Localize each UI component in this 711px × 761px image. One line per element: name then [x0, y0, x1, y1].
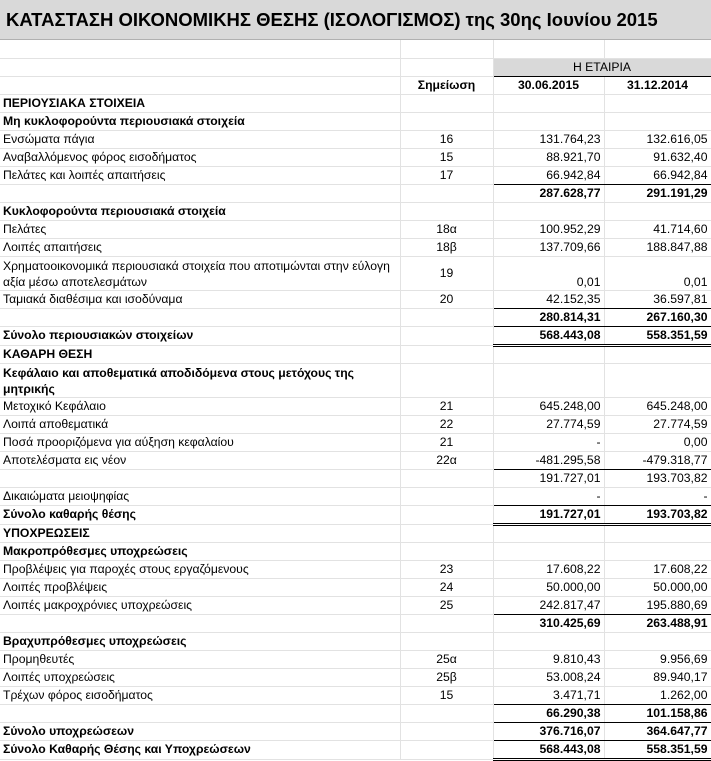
table-row [0, 524, 711, 542]
table-row [0, 112, 711, 130]
row-value-2015: 131.764,23 [493, 130, 604, 148]
table-row [0, 130, 711, 148]
row-note: 18β [400, 238, 493, 256]
row-label: Λοιπές απαιτήσεις [0, 238, 400, 256]
row-value-2014 [604, 112, 711, 130]
row-value-2014 [604, 363, 711, 397]
row-value-2014: 0,01 [604, 256, 711, 290]
row-value-2015 [493, 345, 604, 363]
row-value-2015: 287.628,77 [493, 184, 604, 202]
table-row [0, 326, 711, 345]
row-value-2015 [493, 524, 604, 542]
row-note: 25β [400, 668, 493, 686]
row-value-2014 [604, 542, 711, 560]
row-note [400, 94, 493, 112]
row-note: 18α [400, 220, 493, 238]
row-label: ΠΕΡΙΟΥΣΙΑΚΑ ΣΤΟΙΧΕΙΑ [0, 94, 400, 112]
row-label: Ενσώματα πάγια [0, 130, 400, 148]
row-note [400, 112, 493, 130]
period-2-header: 31.12.2014 [604, 76, 711, 94]
page-title: ΚΑΤΑΣΤΑΣΗ ΟΙΚΟΝΟΜΙΚΗΣ ΘΕΣΗΣ (ΙΣΟΛΟΓΙΣΜΟΣ) της 30ης Ιουνίου 2015 [0, 0, 711, 40]
row-value-2015 [493, 363, 604, 397]
company-header-row [0, 58, 711, 76]
row-label [0, 308, 400, 326]
row-value-2014: 364.647,77 [604, 722, 711, 740]
table-row [0, 256, 711, 290]
row-note [400, 505, 493, 524]
table-row [0, 668, 711, 686]
row-value-2015: -481.295,58 [493, 451, 604, 469]
row-note: 24 [400, 578, 493, 596]
row-note [400, 632, 493, 650]
row-value-2015: 88.921,70 [493, 148, 604, 166]
table-row [0, 578, 711, 596]
row-value-2014: 132.616,05 [604, 130, 711, 148]
row-value-2014: 195.880,69 [604, 596, 711, 614]
row-note: 25α [400, 650, 493, 668]
row-label: Βραχυπρόθεσμες υποχρεώσεις [0, 632, 400, 650]
row-value-2015: 242.817,47 [493, 596, 604, 614]
row-note [400, 704, 493, 722]
row-label: Σύνολο Καθαρής Θέσης και Υποχρεώσεων [0, 740, 400, 759]
table-row [0, 722, 711, 740]
row-label: Σύνολο περιουσιακών στοιχείων [0, 326, 400, 345]
row-note [400, 184, 493, 202]
row-value-2015: 27.774,59 [493, 415, 604, 433]
table-row [0, 415, 711, 433]
row-label: Χρηματοοικονομικά περιουσιακά στοιχεία που αποτιμώνται στην εύλογη αξία μέσω αποτελεσμάτων [0, 256, 400, 290]
row-label: Προβλέψεις για παροχές στους εργαζόμενους [0, 560, 400, 578]
row-value-2015 [493, 542, 604, 560]
row-value-2015 [493, 112, 604, 130]
table-row [0, 363, 711, 397]
row-label: Σύνολο καθαρής θέσης [0, 505, 400, 524]
row-note: 17 [400, 166, 493, 184]
row-label: ΚΑΘΑΡΗ ΘΕΣΗ [0, 345, 400, 363]
row-note [400, 326, 493, 345]
row-value-2015: - [493, 433, 604, 451]
table-row [0, 505, 711, 524]
table-row [0, 184, 711, 202]
row-value-2015 [493, 94, 604, 112]
row-value-2014 [604, 632, 711, 650]
company-label: Η ΕΤΑΙΡΙΑ [493, 58, 711, 76]
row-value-2015: 100.952,29 [493, 220, 604, 238]
table-row [0, 238, 711, 256]
row-label [0, 704, 400, 722]
row-value-2015: 53.008,24 [493, 668, 604, 686]
row-label: Μακροπρόθεσμες υποχρεώσεις [0, 542, 400, 560]
row-note: 22 [400, 415, 493, 433]
row-value-2014 [604, 345, 711, 363]
table-row [0, 166, 711, 184]
row-value-2015: - [493, 487, 604, 505]
row-value-2014: 267.160,30 [604, 308, 711, 326]
row-value-2015: 42.152,35 [493, 290, 604, 308]
row-value-2014 [604, 94, 711, 112]
row-value-2014 [604, 524, 711, 542]
row-label: Κεφάλαιο και αποθεματικά αποδιδόμενα στους μετόχους της μητρικής [0, 363, 400, 397]
row-value-2015: 280.814,31 [493, 308, 604, 326]
row-value-2014: 50.000,00 [604, 578, 711, 596]
table-row [0, 704, 711, 722]
row-note: 23 [400, 560, 493, 578]
row-value-2015: 66.942,84 [493, 166, 604, 184]
balance-table [0, 40, 711, 761]
row-value-2014: 645.248,00 [604, 397, 711, 415]
table-row [0, 308, 711, 326]
row-value-2014: 0,00 [604, 433, 711, 451]
table-row [0, 632, 711, 650]
row-note [400, 469, 493, 487]
note-column-header: Σημείωση [400, 76, 493, 94]
table-row [0, 542, 711, 560]
row-value-2014: 558.351,59 [604, 326, 711, 345]
row-label: Πελάτες και λοιπές απαιτήσεις [0, 166, 400, 184]
row-value-2015: 137.709,66 [493, 238, 604, 256]
row-note [400, 740, 493, 759]
row-note [400, 524, 493, 542]
row-value-2015: 568.443,08 [493, 740, 604, 759]
row-label: Προμηθευτές [0, 650, 400, 668]
row-value-2014: 91.632,40 [604, 148, 711, 166]
row-value-2014: - [604, 487, 711, 505]
row-value-2014: 41.714,60 [604, 220, 711, 238]
row-label: Μετοχικό Κεφάλαιο [0, 397, 400, 415]
row-value-2015: 50.000,00 [493, 578, 604, 596]
row-value-2014: 66.942,84 [604, 166, 711, 184]
row-value-2015: 191.727,01 [493, 469, 604, 487]
table-row [0, 202, 711, 220]
table-row [0, 596, 711, 614]
row-note [400, 542, 493, 560]
table-row [0, 650, 711, 668]
row-value-2014: 9.956,69 [604, 650, 711, 668]
row-value-2014 [604, 202, 711, 220]
table-row [0, 220, 711, 238]
row-note: 15 [400, 686, 493, 704]
table-row [0, 614, 711, 632]
column-header-row [0, 76, 711, 94]
table-row [0, 94, 711, 112]
row-note: 21 [400, 433, 493, 451]
row-value-2015: 191.727,01 [493, 505, 604, 524]
row-note: 25 [400, 596, 493, 614]
row-label: Τρέχων φόρος εισοδήματος [0, 686, 400, 704]
row-label: Σύνολο υποχρεώσεων [0, 722, 400, 740]
spacer-row [0, 40, 711, 58]
row-value-2014: 27.774,59 [604, 415, 711, 433]
row-value-2014: 558.351,59 [604, 740, 711, 759]
row-label: Λοιπές μακροχρόνιες υποχρεώσεις [0, 596, 400, 614]
row-value-2015: 66.290,38 [493, 704, 604, 722]
row-value-2015: 3.471,71 [493, 686, 604, 704]
table-row [0, 397, 711, 415]
row-note [400, 614, 493, 632]
row-value-2015: 17.608,22 [493, 560, 604, 578]
row-label: Αποτελέσματα εις νέον [0, 451, 400, 469]
row-note: 19 [400, 256, 493, 290]
row-value-2015: 645.248,00 [493, 397, 604, 415]
table-row [0, 469, 711, 487]
row-value-2015: 568.443,08 [493, 326, 604, 345]
table-row [0, 433, 711, 451]
row-note [400, 308, 493, 326]
row-note [400, 722, 493, 740]
row-label: Πελάτες [0, 220, 400, 238]
table-row [0, 560, 711, 578]
row-label: ΥΠΟΧΡΕΩΣΕΙΣ [0, 524, 400, 542]
table-row [0, 451, 711, 469]
row-value-2014: 193.703,82 [604, 469, 711, 487]
row-note: 21 [400, 397, 493, 415]
row-value-2014: 291.191,29 [604, 184, 711, 202]
row-note: 15 [400, 148, 493, 166]
row-value-2014: 193.703,82 [604, 505, 711, 524]
row-note: 20 [400, 290, 493, 308]
row-value-2014: 101.158,86 [604, 704, 711, 722]
table-row [0, 345, 711, 363]
row-note: 22α [400, 451, 493, 469]
row-value-2014: 263.488,91 [604, 614, 711, 632]
table-row [0, 290, 711, 308]
row-value-2015 [493, 632, 604, 650]
row-note [400, 202, 493, 220]
row-label: Λοιπές προβλέψεις [0, 578, 400, 596]
row-note [400, 363, 493, 397]
row-value-2014: 89.940,17 [604, 668, 711, 686]
row-note [400, 345, 493, 363]
row-label: Κυκλοφορούντα περιουσιακά στοιχεία [0, 202, 400, 220]
row-label [0, 184, 400, 202]
row-value-2014: -479.318,77 [604, 451, 711, 469]
row-value-2015 [493, 202, 604, 220]
row-label: Λοιπές υποχρεώσεις [0, 668, 400, 686]
row-label: Ποσά προοριζόμενα για αύξηση κεφαλαίου [0, 433, 400, 451]
row-label [0, 614, 400, 632]
row-value-2014: 36.597,81 [604, 290, 711, 308]
row-note: 16 [400, 130, 493, 148]
row-value-2015: 9.810,43 [493, 650, 604, 668]
row-value-2015: 0,01 [493, 256, 604, 290]
row-label: Δικαιώματα μειοψηφίας [0, 487, 400, 505]
row-value-2014: 188.847,88 [604, 238, 711, 256]
table-row [0, 487, 711, 505]
table-row [0, 740, 711, 759]
row-value-2014: 17.608,22 [604, 560, 711, 578]
row-label: Μη κυκλοφορούντα περιουσιακά στοιχεία [0, 112, 400, 130]
row-value-2015: 376.716,07 [493, 722, 604, 740]
row-label: Λοιπά αποθεματικά [0, 415, 400, 433]
table-row [0, 686, 711, 704]
row-value-2014: 1.262,00 [604, 686, 711, 704]
period-1-header: 30.06.2015 [493, 76, 604, 94]
row-label [0, 469, 400, 487]
row-label: Ταμιακά διαθέσιμα και ισοδύναμα [0, 290, 400, 308]
row-note [400, 487, 493, 505]
row-label: Αναβαλλόμενος φόρος εισοδήματος [0, 148, 400, 166]
row-value-2015: 310.425,69 [493, 614, 604, 632]
table-row [0, 148, 711, 166]
